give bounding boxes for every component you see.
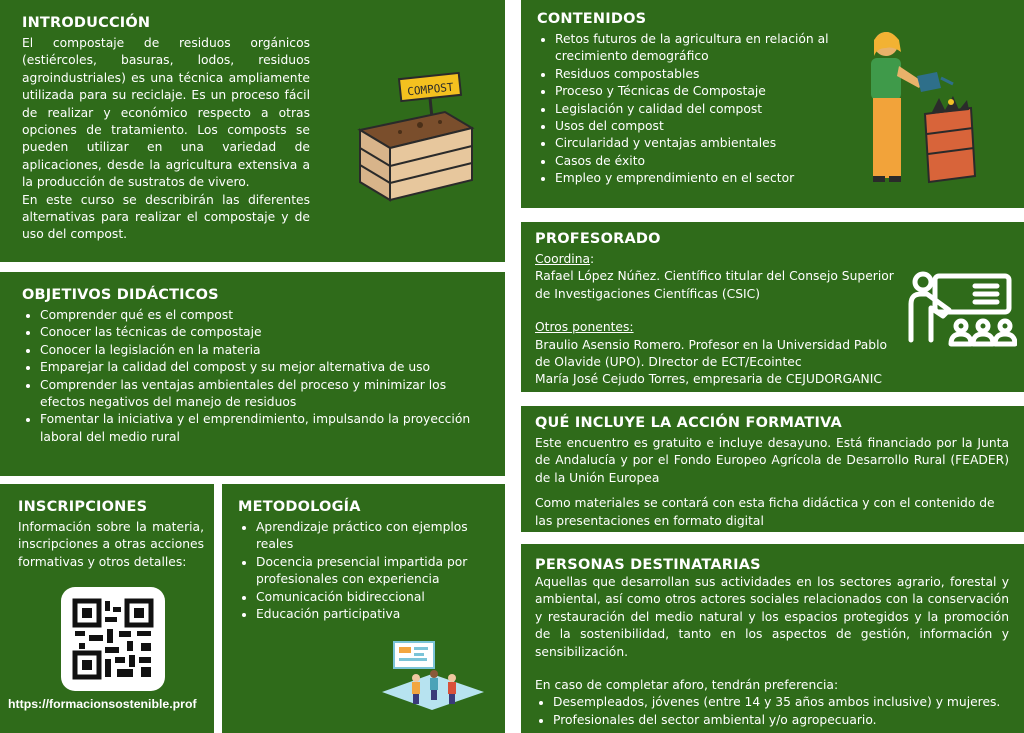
list-item: • Empleo y emprendimiento en el sector [555,170,845,187]
list-item: • Profesionales del sector ambiental y/o agropecuario. [553,712,1012,729]
list-item: • Residuos compostables [555,66,845,83]
list-item: • Desempleados, jóvenes (entre 14 y 35 años ambos inclusive) y mujeres. [553,694,1012,711]
destinatarias-list [535,694,1012,729]
coordina-text: Rafael López Núñez. Científico titular del Consejo Superior de Investigaciones Científicas (CSIC) [535,269,894,301]
contenidos-panel [521,0,1024,208]
list-item: • Comprender las ventajas ambientales del proceso y minimizar los efectos negativos del manejo de residuos [40,377,485,412]
inscripciones-text: Información sobre la materia, inscripciones a otras acciones formativas y otros detalles: [18,520,204,569]
metodologia-title: METODOLOGÍA [238,499,361,515]
list-item: • Docencia presencial impartida por profesionales con experiencia [256,554,481,589]
incluye-paragraph-2: Como materiales se contará con esta ficha didáctica y con el contenido de las presentaciones en formato digital [535,496,995,528]
incluye-paragraph-1: Este encuentro es gratuito e incluye desayuno. Está financiado por la Junta de Andalucía y por el Fondo Europeo Agrícola de Desarrollo Rural (FEADER) de la Unión Europea [535,436,1009,485]
contenidos-list [537,31,845,188]
destinatarias-title: PERSONAS DESTINATARIAS [535,557,761,573]
inscripciones-panel [0,484,214,733]
list-item: • Proceso y Técnicas de Compostaje [555,83,845,100]
list-item: • Fomentar la iniciativa y el emprendimiento, impulsando la proyección laboral del medio rural [40,411,485,446]
list-item: • Casos de éxito [555,153,845,170]
ponente-1: Braulio Asensio Romero. Profesor en la Universidad Pablo de Olavide (UPO). DIrector de ECT/Ecointec [535,337,888,370]
coordina-label: Coordina: [535,252,595,266]
destinatarias-paragraph-2: En caso de completar aforo, tendrán preferencia: [535,678,839,693]
list-item: • Aprendizaje práctico con ejemplos reales [256,519,481,554]
intro-paragraph-1: El compostaje de residuos orgánicos (estiércoles, basuras, lodos, residuos agroindustriales) es una técnica ampliamente utilizada para su reciclaje. Es un proceso fácil de realizar y económico respecto a otras opciones de tratamiento. Los composts se pueden utilizar en una variedad de aplicaciones, desde la agricultura extensiva a la producción de sustratos de vivero. [22,36,310,190]
list-item: • Comunicación bidireccional [256,589,481,606]
destinatarias-paragraph-1: Aquellas que desarrollan sus actividades en los sectores agrario, forestal y ambiental, así como otros actores sociales relacionados con la conservación y restauración del medio natural y los espacios protegidos y la promoción de la sostenibilidad, tanto en los aspectos de gestión, información y sensibilización. [535,575,1009,659]
objetivos-list [22,307,485,446]
qr-code[interactable] [61,587,165,691]
metodologia-panel [222,484,505,733]
coordina-label-text: Coordina [535,252,591,266]
intro-paragraph-2: En este curso se describirán las diferentes alternativas para realizar el compostaje y de uso del compost. [22,192,310,242]
incluye-title: QUÉ INCLUYE LA ACCIÓN FORMATIVA [535,415,842,431]
compost-bin-illustration [350,70,480,210]
list-item: • Retos futuros de la agricultura en relación al crecimiento demográfico [555,31,845,66]
compost-sign-text: COMPOST [406,80,455,99]
metodologia-list [238,519,481,623]
classroom-illustration [372,634,492,712]
objetivos-title: OBJETIVOS DIDÁCTICOS [22,287,219,303]
profesorado-panel [521,222,1024,392]
list-item: • Conocer las técnicas de compostaje [40,324,485,341]
ponente-2: María José Cejudo Torres, empresaria de CEJUDORGANIC [535,372,882,387]
profesorado-title: PROFESORADO [535,231,661,247]
incluye-panel [521,406,1024,532]
objetivos-panel [0,272,505,476]
list-item: • Comprender qué es el compost [40,307,485,324]
ponentes-label: Otros ponentes: [535,320,634,335]
gardener-illustration [841,26,981,201]
teacher-icon [905,270,1017,350]
inscripciones-title: INSCRIPCIONES [18,499,148,515]
inscripciones-url[interactable]: https://formacionsostenible.prof [8,697,197,711]
intro-title: INTRODUCCIÓN [22,15,151,31]
list-item: • Emparejar la calidad del compost y su mejor alternativa de uso [40,359,485,376]
list-item: • Conocer la legislación en la materia [40,342,485,359]
intro-panel [0,0,505,262]
list-item: • Usos del compost [555,118,845,135]
list-item: • Legislación y calidad del compost [555,101,845,118]
contenidos-title: CONTENIDOS [537,11,647,27]
list-item: • Circularidad y ventajas ambientales [555,135,845,152]
destinatarias-panel [521,544,1024,733]
list-item: • Educación participativa [256,606,481,623]
